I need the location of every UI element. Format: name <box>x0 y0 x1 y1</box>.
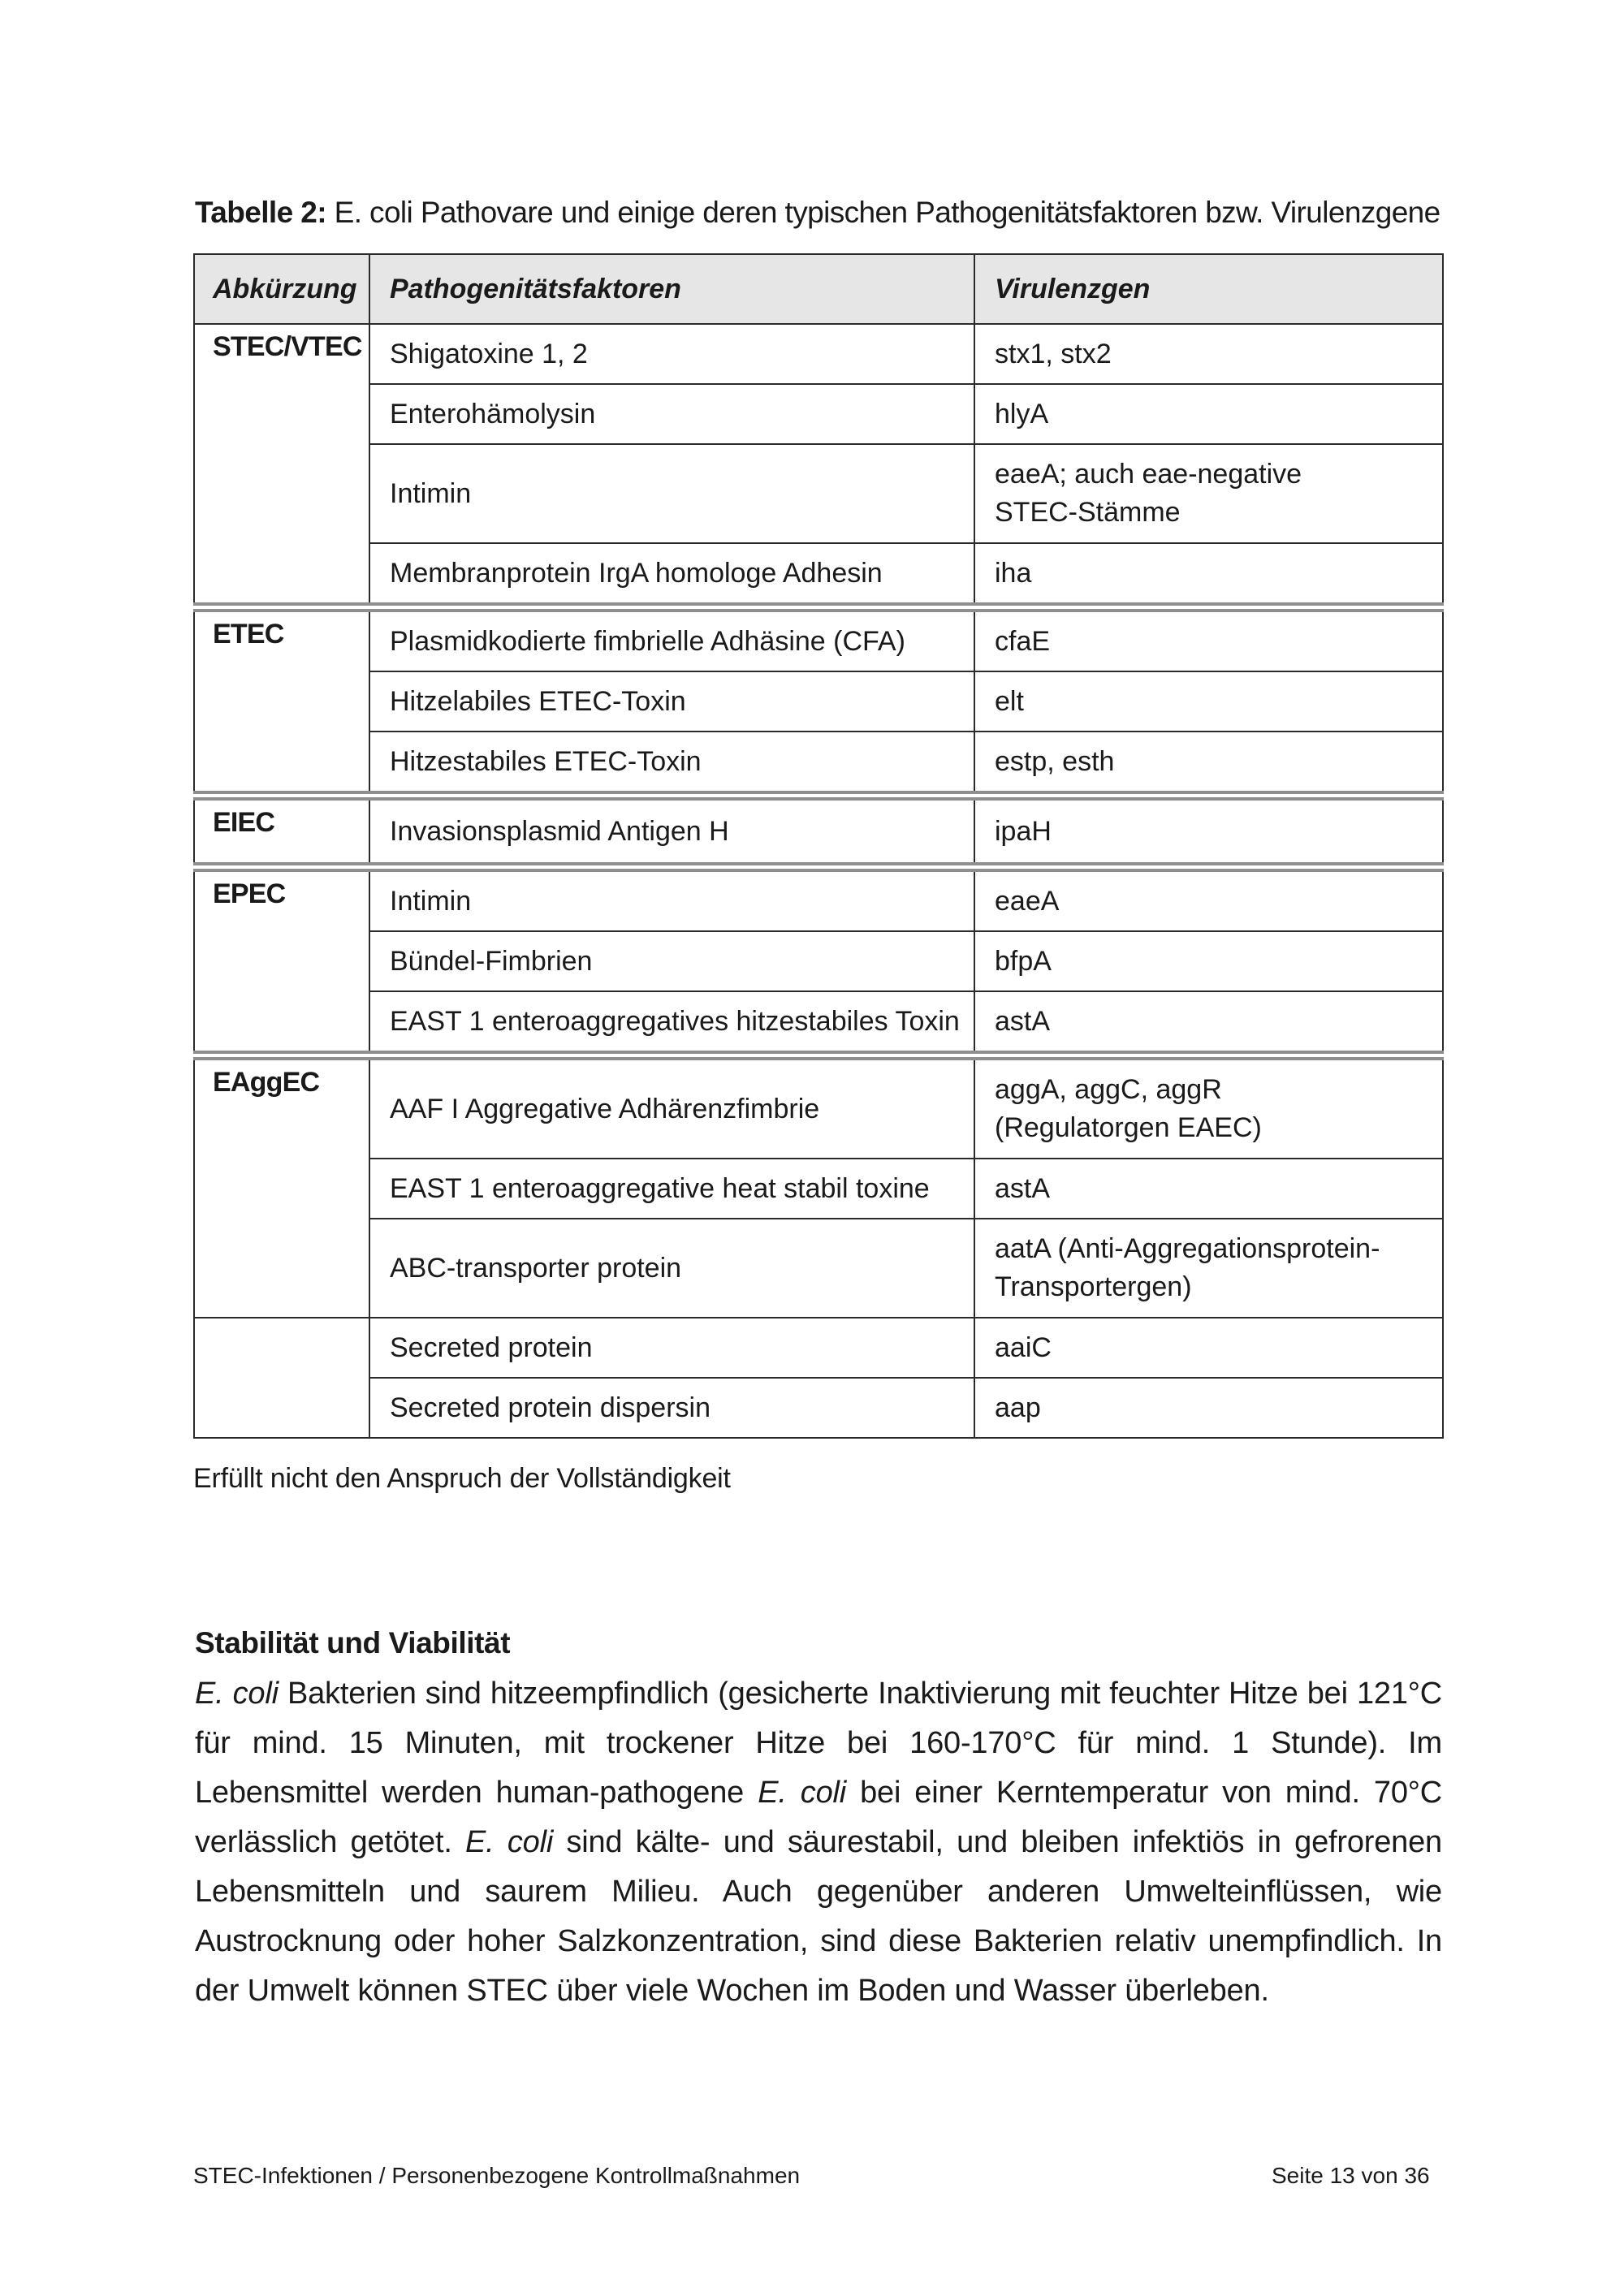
header-pathogenicity-factors: Pathogenitätsfaktoren <box>369 254 974 324</box>
factor-cell: Bündel-Fimbrien <box>369 931 974 991</box>
species-name: E. coli <box>465 1825 554 1859</box>
gene-line: Transportergen) <box>995 1271 1192 1302</box>
factor-cell: Enterohämolysin <box>369 384 974 444</box>
factor-cell: Membranprotein IrgA homologe Adhesin <box>369 543 974 607</box>
gene-line: iha <box>995 557 1032 589</box>
header-virulence-gene: Virulenzgen <box>974 254 1443 324</box>
table-row <box>194 991 1443 1055</box>
gene-line: aap <box>995 1392 1041 1423</box>
gene-line: STEC-Stämme <box>995 497 1181 528</box>
species-name: E. coli <box>195 1677 279 1711</box>
gene-line: cfaE <box>995 625 1051 657</box>
gene-cell <box>974 1219 1443 1318</box>
factor-cell: Intimin <box>369 444 974 543</box>
gene-cell <box>974 324 1443 384</box>
factor-cell: Secreted protein <box>369 1318 974 1378</box>
table-row <box>194 324 1443 384</box>
gene-cell <box>974 796 1443 867</box>
gene-cell <box>974 543 1443 607</box>
gene-cell <box>974 1318 1443 1378</box>
gene-line: eaeA; auch eae-negative <box>995 459 1302 490</box>
factor-cell: Hitzelabiles ETEC-Toxin <box>369 671 974 732</box>
table-caption-label: Tabelle 2: <box>195 196 326 229</box>
factor-cell: Plasmidkodierte fimbrielle Adhäsine (CFA) <box>369 607 974 671</box>
factor-cell: AAF I Aggregative Adhärenzfimbrie <box>369 1055 974 1159</box>
table-header-row <box>194 254 1443 324</box>
gene-line: bfpA <box>995 945 1052 977</box>
gene-cell <box>974 931 1443 991</box>
gene-line: aggA, aggC, aggR <box>995 1074 1222 1105</box>
abbreviation-cell: EPEC <box>194 867 369 1055</box>
paragraph-text: sind kälte- und säurestabil, und bleiben infektiös in gefrorenen Lebensmitteln und saurem Milieu. Auch gegenüber anderen Umwelteinflüssen, wie Austrocknung oder hoher Salzkonzentration, sind diese Bakterien relativ unempfindlich. In der Umwelt können STEC über viele Wochen im Boden und Wasser überleben. <box>195 1825 1442 2008</box>
table-row <box>194 1318 1443 1378</box>
table-row <box>194 796 1443 867</box>
gene-cell <box>974 384 1443 444</box>
gene-line: aaiC <box>995 1331 1052 1363</box>
table-row <box>194 1219 1443 1318</box>
gene-line: (Regulatorgen EAEC) <box>995 1112 1262 1143</box>
table-row <box>194 607 1443 671</box>
abbreviation-cell: EIEC <box>194 796 369 867</box>
abbreviation-cell <box>194 1318 369 1438</box>
footer-page-number: Seite 13 von 36 <box>1272 2163 1430 2188</box>
table-row <box>194 1159 1443 1219</box>
gene-cell <box>974 1055 1443 1159</box>
table-row <box>194 543 1443 607</box>
header-abbreviation: Abkürzung <box>194 254 369 324</box>
gene-cell <box>974 867 1443 931</box>
gene-line: stx1, stx2 <box>995 338 1112 369</box>
table-caption-text: E. coli Pathovare und einige deren typischen Pathogenitätsfaktoren bzw. Virulenzgene <box>326 196 1440 229</box>
factor-cell: Intimin <box>369 867 974 931</box>
table-footnote: Erfüllt nicht den Anspruch der Vollständigkeit <box>193 1463 731 1494</box>
table-row <box>194 931 1443 991</box>
gene-line: astA <box>995 1172 1051 1204</box>
factor-cell: EAST 1 enteroaggregatives hitzestabiles Toxin <box>369 991 974 1055</box>
factor-cell: Invasionsplasmid Antigen H <box>369 796 974 867</box>
gene-line: hlyA <box>995 398 1049 429</box>
gene-cell <box>974 1159 1443 1219</box>
species-name: E. coli <box>758 1776 847 1810</box>
table-caption <box>195 190 1445 235</box>
gene-line: astA <box>995 1005 1051 1037</box>
abbreviation-cell: ETEC <box>194 607 369 796</box>
paragraph-text: Bakterien sind hitzeempfindlich (gesicherte Inaktivierung mit feuchter Hitze bei 121°C für mind. 15 Minuten, mit trockener Hitze bei 160-170°C für mind. 1 Stunde). Im Lebensmittel werden human-pathogene <box>195 1677 1442 1810</box>
factor-cell: Shigatoxine 1, 2 <box>369 324 974 384</box>
gene-cell <box>974 991 1443 1055</box>
factor-cell: Hitzestabiles ETEC-Toxin <box>369 732 974 796</box>
section-heading: Stabilität und Viabilität <box>195 1626 511 1659</box>
table-body <box>194 324 1443 1438</box>
factor-cell: ABC-transporter protein <box>369 1219 974 1318</box>
footer-document-title: STEC-Infektionen / Personenbezogene Kontrollmaßnahmen <box>193 2163 801 2188</box>
gene-line: aatA (Anti-Aggregationsprotein- <box>995 1233 1380 1264</box>
abbreviation-cell: STEC/VTEC <box>194 324 369 607</box>
factor-cell: Secreted protein dispersin <box>369 1378 974 1438</box>
pathovar-table <box>193 253 1444 1439</box>
gene-cell <box>974 444 1443 543</box>
table-row <box>194 1055 1443 1159</box>
gene-cell <box>974 1378 1443 1438</box>
table-row <box>194 867 1443 931</box>
gene-cell <box>974 671 1443 732</box>
paragraph-text: bei einer Kerntemperatur von mind. 70°C verlässlich getötet. <box>195 1776 1442 1859</box>
gene-cell <box>974 732 1443 796</box>
table-row <box>194 732 1443 796</box>
gene-line: eaeA <box>995 885 1060 917</box>
table-row <box>194 1378 1443 1438</box>
gene-line: elt <box>995 685 1024 717</box>
table-row <box>194 384 1443 444</box>
gene-cell <box>974 607 1443 671</box>
table-row <box>194 444 1443 543</box>
factor-cell: EAST 1 enteroaggregative heat stabil toxine <box>369 1159 974 1219</box>
abbreviation-cell: EAggEC <box>194 1055 369 1318</box>
section-paragraph <box>195 1669 1442 2016</box>
gene-line: ipaH <box>995 815 1052 847</box>
table-row <box>194 671 1443 732</box>
gene-line: estp, esth <box>995 745 1115 777</box>
